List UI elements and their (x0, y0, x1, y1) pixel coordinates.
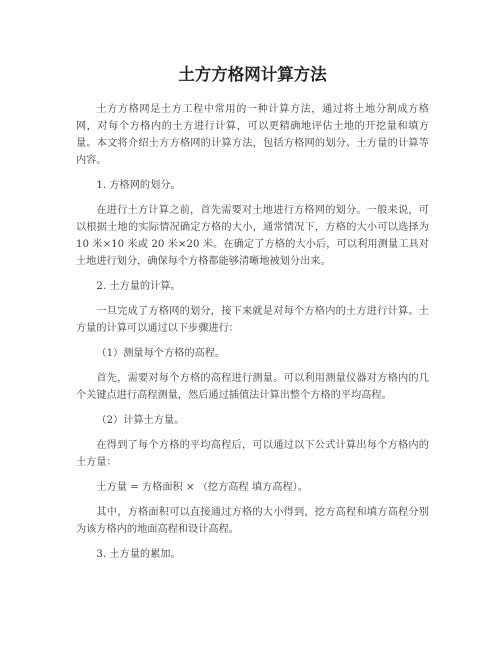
paragraph-measure-elevation: 首先，需要对每个方格的高程进行测量。可以利用测量仪器对方格内的几个关键点进行高程测量，然后通过插值法计算出整个方格的平均高程。 (76, 373, 429, 401)
paragraph-compute-volume: 在得到了每个方格的平均高程后，可以通过以下公式计算出每个方格内的土方量： (76, 440, 429, 468)
formula-line: 土方量 = 方格面积 × （挖方高程 填方高程）。 (96, 482, 308, 493)
section-heading-grid-division: 1. 方格网的划分。 (96, 180, 181, 191)
paragraph-intro: 土方方格网是土方工程中常用的一种计算方法，通过将土地分割成方格网，对每个方格内的土方进行计算，可以更精确地评估土地的开挖量和填方量。本文将介绍土方方格网的计算方法，包括方格网的划分、土方量的计算等内容。 (76, 104, 429, 166)
section-heading-volume-calc: 2. 土方量的计算。 (96, 281, 181, 292)
step-heading-measure-elevation: （1）测量每个方格的高程。 (96, 348, 226, 359)
paragraph-volume-calc: 一旦完成了方格网的划分，接下来就是对每个方格内的土方进行计算。土方量的计算可以通过以下步骤进行： (76, 306, 429, 334)
document-body (76, 101, 429, 563)
step-heading-compute-volume: （2）计算土方量。 (96, 415, 185, 426)
paragraph-grid-division: 在进行土方计算之前，首先需要对土地进行方格网的划分。一般来说，可以根据土地的实际情况确定方格的大小，通常情况下，方格的大小可以选择为 10 米×10 米或 20 米×20 米。在确定了方格的大小后，可以利用测量工具对土地进行划分，确保每个方格都能够清晰地被划分出来。 (76, 205, 429, 267)
section-heading-accumulation: 3. 土方量的累加。 (96, 549, 181, 560)
document-title: 土方方格网计算方法 (178, 65, 327, 84)
paragraph-formula-explanation: 其中，方格面积可以直接通过方格的大小得到，挖方高程和填方高程分别为该方格内的地面高程和设计高程。 (76, 507, 429, 535)
